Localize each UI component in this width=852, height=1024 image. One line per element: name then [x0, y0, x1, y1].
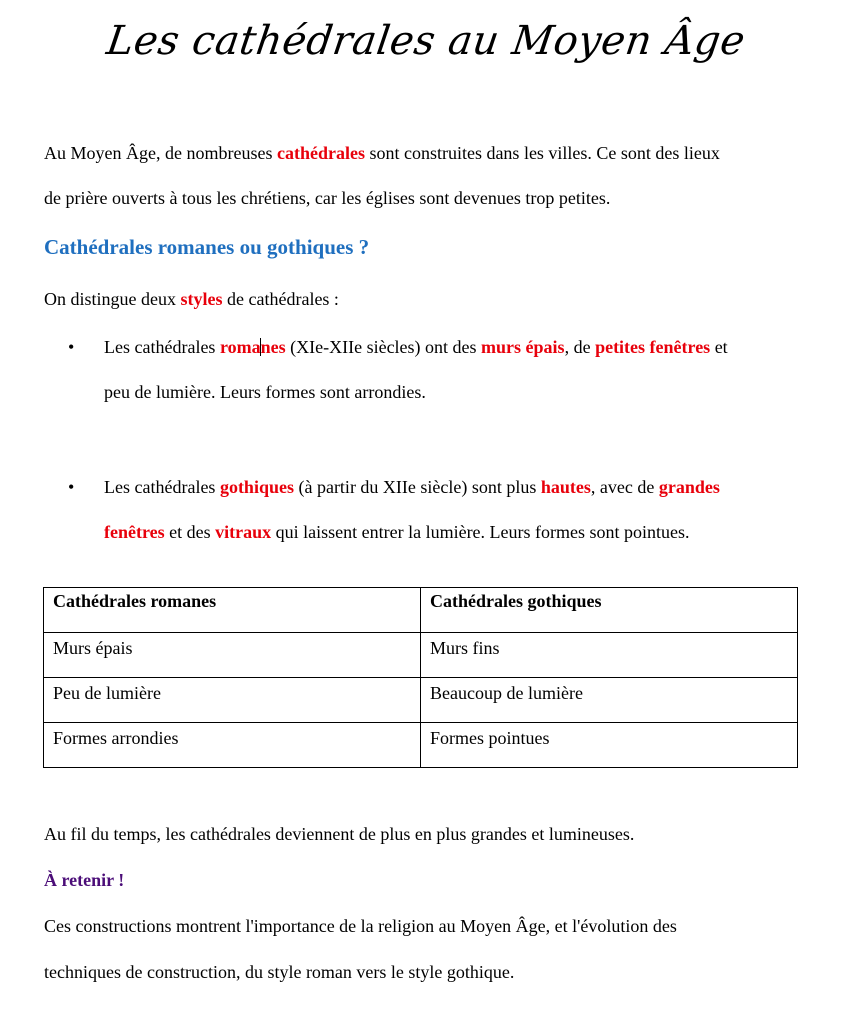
- keyword: cathédrales: [276, 143, 365, 163]
- table-cell: Formes arrondies: [44, 723, 421, 768]
- text: , de: [564, 337, 596, 357]
- retenir-heading: À retenir !: [44, 870, 125, 890]
- intro-line-2: de prière ouverts à tous les chrétiens, car les églises sont devenues trop petites.: [44, 188, 611, 208]
- bullet-icon: •: [68, 477, 75, 497]
- keyword: vitraux: [215, 522, 272, 542]
- text: qui laissent entrer la lumière. Leurs formes sont pointues.: [271, 522, 690, 542]
- table-header: Cathédrales romanes: [44, 588, 421, 633]
- romane-line-1: [104, 335, 728, 359]
- table-cell: Peu de lumière: [44, 678, 421, 723]
- text: et des: [164, 522, 216, 542]
- keyword: styles: [180, 289, 223, 309]
- text: et: [710, 337, 728, 357]
- table-cell: Murs épais: [44, 633, 421, 678]
- keyword: nes: [260, 337, 286, 357]
- retenir-line-1: Ces constructions montrent l'importance de la religion au Moyen Âge, et l'évolution des: [44, 916, 677, 936]
- intro-line-1: [44, 141, 720, 165]
- distinguish-line: [44, 287, 339, 311]
- keyword: grandes: [658, 477, 720, 497]
- gothique-line-1: [104, 475, 720, 499]
- text: Les cathédrales: [104, 477, 220, 497]
- bullet-icon: •: [68, 337, 75, 357]
- text: (à partir du XIIe siècle) sont plus: [293, 477, 541, 497]
- table-cell: Formes pointues: [421, 723, 798, 768]
- retenir-line-2: techniques de construction, du style roman vers le style gothique.: [44, 962, 515, 982]
- text: On distingue deux: [44, 289, 181, 309]
- keyword: roma: [219, 337, 261, 357]
- gothique-line-2: [104, 520, 690, 544]
- keyword: petites fenêtres: [595, 337, 711, 357]
- table-header-row: [44, 588, 798, 633]
- table-row: [44, 723, 798, 768]
- table-row: [44, 633, 798, 678]
- romane-line-2: peu de lumière. Leurs formes sont arrondies.: [104, 382, 426, 402]
- text: , avec de: [590, 477, 659, 497]
- comparison-table: [43, 587, 798, 768]
- section-heading: Cathédrales romanes ou gothiques ?: [44, 235, 370, 259]
- table-cell: Murs fins: [421, 633, 798, 678]
- keyword: gothiques: [219, 477, 294, 497]
- text: (XIe-XIIe siècles) ont des: [285, 337, 482, 357]
- keyword: hautes: [540, 477, 591, 497]
- text: Au Moyen Âge, de nombreuses: [44, 143, 277, 163]
- text: de cathédrales :: [222, 289, 339, 309]
- table-row: [44, 678, 798, 723]
- keyword: murs épais: [481, 337, 565, 357]
- keyword: fenêtres: [104, 522, 165, 542]
- table-cell: Beaucoup de lumière: [421, 678, 798, 723]
- conclusion-text: Au fil du temps, les cathédrales deviennent de plus en plus grandes et lumineuses.: [44, 824, 635, 844]
- text: sont construites dans les villes. Ce sont des lieux: [364, 143, 720, 163]
- text: Les cathédrales: [104, 337, 220, 357]
- table-header: Cathédrales gothiques: [421, 588, 798, 633]
- page-title: Les cathédrales au Moyen Âge: [103, 18, 749, 64]
